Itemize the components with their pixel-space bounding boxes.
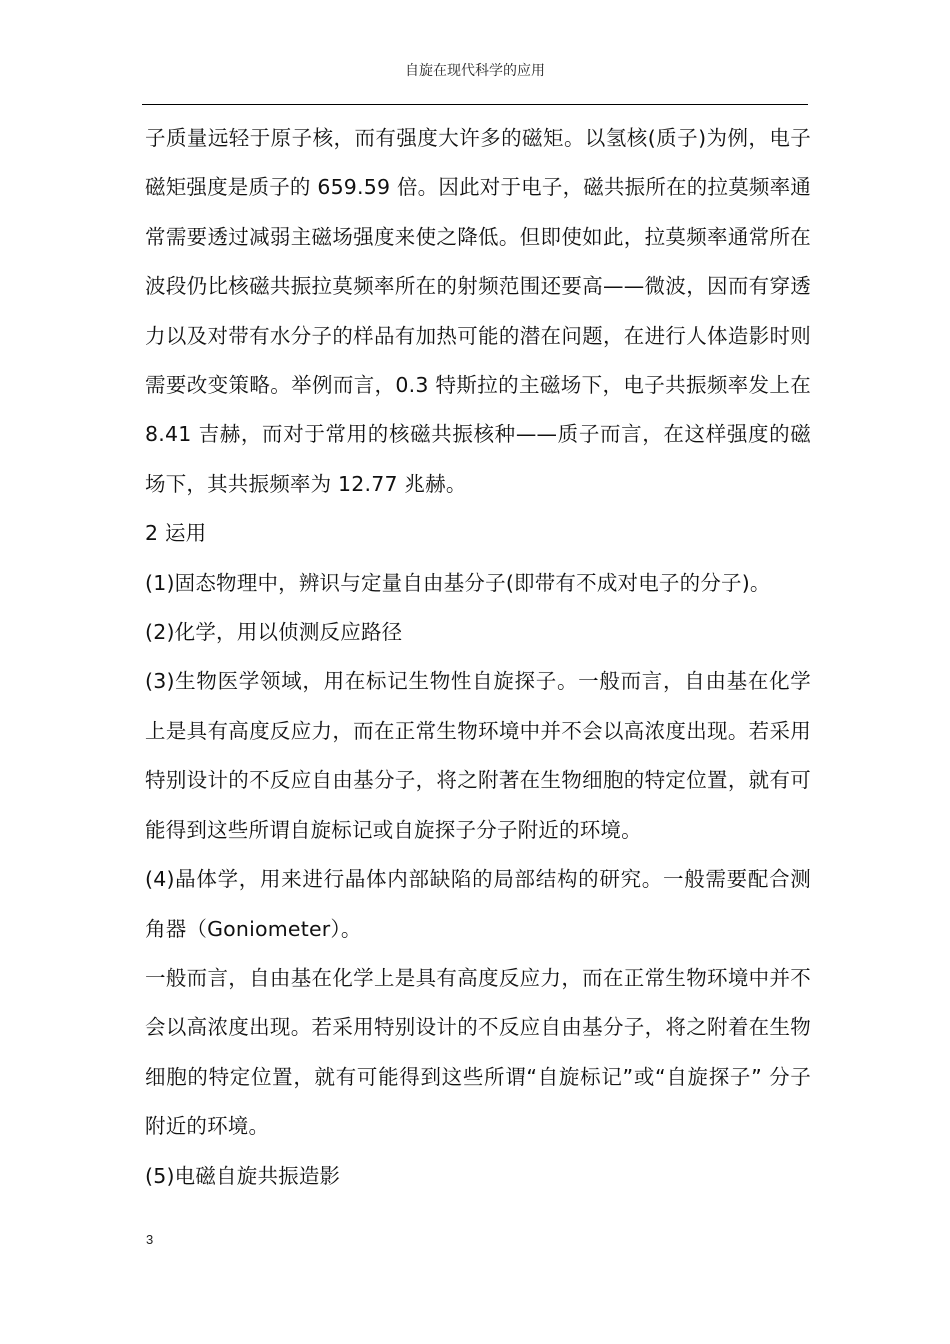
list-item-crystallography: (4)晶体学，用来进行晶体内部缺陷的局部结构的研究。一般需要配合测角器（Goniometer）。 (145, 867, 811, 941)
list-item-solid-state-physics: (1)固态物理中，辨识与定量自由基分子(即带有不成对电子的分子)。 (145, 570, 771, 595)
document-body (145, 114, 811, 1201)
list-item-esr-imaging: (5)电磁自旋共振造影 (145, 1163, 341, 1188)
page-header-title: 自旋在现代科学的应用 (405, 63, 545, 79)
list-item-biomedicine: (3)生物医学领域，用在标记生物性自旋探子。一般而言，自由基在化学上是具有高度反应力，而在正常生物环境中并不会以高浓度出现。若采用特别设计的不反应自由基分子，将之附著在生物细胞的特定位置，就有可能得到这些所谓自旋标记或自旋探子分子附近的环境。 (145, 669, 811, 842)
paragraph-electron-resonance: 子质量远轻于原子核，而有强度大许多的磁矩。以氢核(质子)为例，电子磁矩强度是质子的 659.59 倍。因此对于电子，磁共振所在的拉莫频率通常需要透过减弱主磁场强度来使之降低。但即使如此，拉莫频率通常所在波段仍比核磁共振拉莫频率所在的射频范围还要高——微波，因而有穿透力以及对带有水分子的样品有加热可能的潜在问题，在进行人体造影时则需要改变策略。举例而言，0.3 特斯拉的主磁场下，电子共振频率发上在 8.41 吉赫，而对于常用的核磁共振核种——质子而言，在这样强度的磁场下，其共振频率为 12.77 兆赫。 (145, 126, 811, 496)
section-heading-applications: 2 运用 (145, 521, 207, 546)
paragraph-free-radicals: 一般而言，自由基在化学上是具有高度反应力，而在正常生物环境中并不会以高浓度出现。若采用特别设计的不反应自由基分子，将之附着在生物细胞的特定位置，就有可能得到这些所谓“自旋标记”或“自旋探子” 分子附近的环境。 (145, 965, 811, 1139)
page-number: 3 (146, 1232, 154, 1247)
list-item-chemistry: (2)化学，用以侦测反应路径 (145, 620, 403, 645)
header-divider (142, 104, 808, 105)
